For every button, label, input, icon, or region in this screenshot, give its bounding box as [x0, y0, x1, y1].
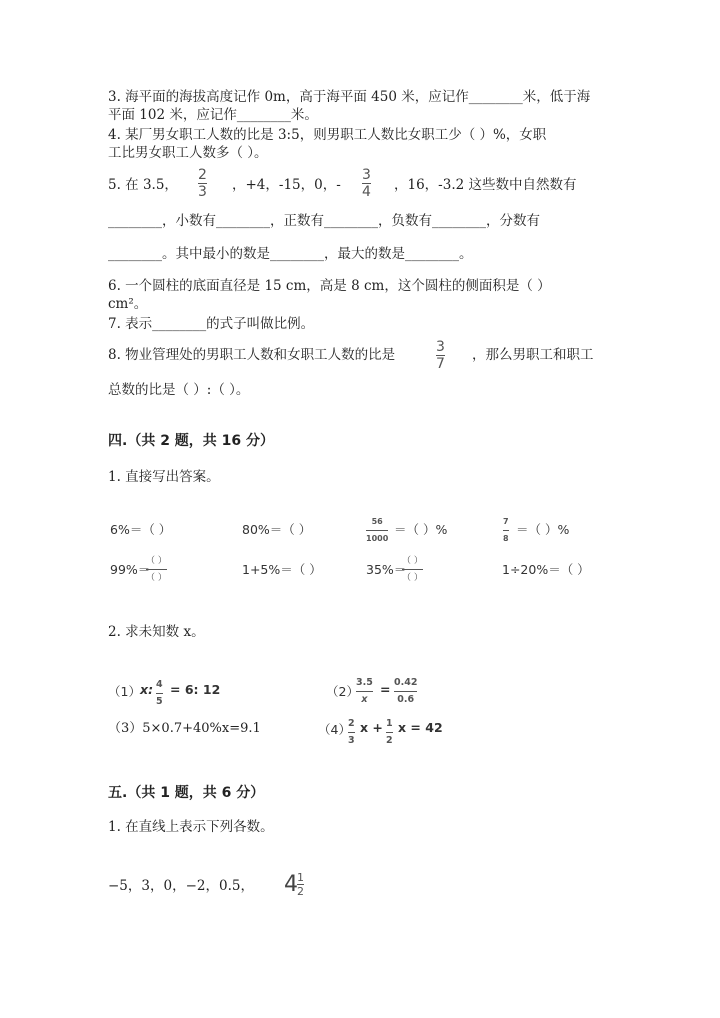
fraction-denominator: 4: [362, 184, 371, 200]
fraction-denominator: （ ）: [146, 573, 167, 583]
q6-unit: cm²。: [108, 296, 148, 312]
eq2-fraction-0.42-0.6: [394, 676, 417, 707]
q5-line2: ________，小数有________，正数有________，负数有________，分数有: [108, 213, 540, 229]
fraction-bar: [348, 732, 355, 733]
q8-pre: 8. 物业管理处的男职工人数和女职工人数的比是: [108, 347, 396, 363]
q8-fraction-3-7: [436, 340, 445, 371]
fraction-bar: [394, 691, 417, 692]
fraction-bar: [356, 691, 373, 692]
q8-line2: 总数的比是（ ）:（ ）。: [108, 382, 250, 398]
q5-mid: ，+4，-15，0，-: [232, 177, 341, 193]
eq4-label: （4）: [318, 722, 351, 737]
calc-35-fraction-blank: [402, 554, 423, 585]
mixed-number-whole: 4: [284, 872, 298, 897]
section-5-q1: 1. 在直线上表示下列各数。: [108, 819, 274, 835]
eq2-fraction-3.5-x: [356, 676, 373, 707]
eq1-x: x:: [140, 682, 154, 697]
q3-line1: 3. 海平面的海拔高度记作 0m，高于海平面 450 米，应记作________米，低于海: [108, 89, 591, 105]
fraction-numerator: 1: [386, 718, 393, 729]
q6-line1: 6. 一个圆柱的底面直径是 15 cm，高是 8 cm，这个圆柱的侧面积是（ ）: [108, 278, 551, 294]
fraction-numerator: 1: [297, 871, 304, 884]
fraction-denominator: 2: [297, 885, 304, 898]
calc-7-8-rest: ＝（ ）%: [516, 522, 570, 537]
q4-line1: 4. 某厂男女职工人数的比是 3:5，则男职工人数比女职工少（ ）%，女职: [108, 127, 547, 143]
fraction-numerator: 3.5: [356, 677, 373, 688]
fraction-bar: [146, 569, 167, 570]
eq1-fraction-4-5: [156, 678, 163, 709]
eq4-fraction-1-2: [386, 717, 393, 748]
fraction-bar: [386, 732, 393, 733]
fraction-bar: [503, 530, 509, 531]
fraction-numerator: 7: [503, 517, 509, 526]
q5-pre: 5. 在 3.5，: [108, 177, 178, 193]
fraction-denominator: （ ）: [402, 573, 423, 583]
q3-line2: 平面 102 米，应记作________米。: [108, 107, 318, 123]
eq4-mid: x +: [360, 720, 383, 735]
calc-6-percent: 6%＝（ ）: [110, 522, 172, 537]
eq1-rest: = 6: 12: [170, 682, 221, 697]
calc-99-percent: 99%＝: [110, 562, 151, 577]
q5-line3: ________。其中最小的数是________，最大的数是________。: [108, 246, 473, 262]
fraction-denominator: x: [361, 694, 368, 705]
fraction-denominator: 7: [436, 356, 445, 372]
calc-1-plus-5-percent: 1+5%＝（ ）: [242, 562, 322, 577]
eq4-fraction-2-3: [348, 717, 355, 748]
q5-fraction-3-4: [362, 168, 371, 199]
section-4-q2: 2. 求未知数 x。: [108, 624, 205, 640]
fraction-numerator: （ ）: [402, 556, 423, 566]
fraction-denominator: 5: [156, 696, 163, 707]
calc-fraction-7-8: [503, 515, 509, 546]
fraction-numerator: 0.42: [394, 677, 418, 688]
fraction-denominator: 3: [348, 735, 355, 746]
fraction-denominator: 2: [386, 735, 393, 746]
fraction-numerator: 3: [362, 167, 371, 183]
calc-fraction-56-1000: [366, 515, 388, 546]
eq2-equals: =: [380, 682, 391, 697]
fraction-numerator: 2: [348, 718, 355, 729]
eq2-label: （2）: [326, 684, 359, 699]
calc-80-percent: 80%＝（ ）: [242, 522, 312, 537]
calc-35-percent: 35%＝: [366, 562, 407, 577]
fraction-denominator: 1000: [366, 534, 389, 543]
q5-fraction-2-3: [198, 168, 207, 199]
fraction-denominator: 0.6: [397, 694, 415, 705]
fraction-numerator: 56: [371, 517, 383, 526]
calc-1-div-20-percent: 1÷20%＝（ ）: [502, 562, 590, 577]
mixed-number-fraction: [297, 872, 304, 897]
calc-56-1000-rest: ＝（ ）%: [394, 522, 448, 537]
section-4-q1: 1. 直接写出答案。: [108, 469, 220, 485]
fraction-numerator: 4: [156, 679, 163, 690]
fraction-numerator: （ ）: [146, 556, 167, 566]
fraction-bar: [156, 693, 163, 694]
q8-post: ，那么男职工和职工: [472, 347, 594, 363]
calc-99-fraction-blank: [146, 554, 167, 585]
section-5-title: 五.（共 1 题，共 6 分）: [108, 785, 265, 801]
fraction-denominator: 8: [503, 534, 509, 543]
fraction-denominator: 3: [198, 184, 207, 200]
eq4-rest: x = 42: [398, 720, 443, 735]
fraction-bar: [402, 569, 423, 570]
section-4-title: 四.（共 2 题，共 16 分）: [108, 433, 275, 449]
eq3: （3）5×0.7+40%x=9.1: [108, 721, 261, 736]
fraction-bar: [366, 530, 388, 531]
fraction-numerator: 2: [198, 167, 207, 183]
fraction-numerator: 3: [436, 339, 445, 355]
section-5-numbers: −5，3，0，−2，0.5，: [108, 878, 254, 894]
q5-post: ，16，-3.2 这些数中自然数有: [394, 177, 577, 193]
eq1-label: （1）: [108, 684, 141, 699]
q4-line2: 工比男女职工人数多（ ）。: [108, 145, 268, 161]
q7-text: 7. 表示________的式子叫做比例。: [108, 316, 315, 332]
